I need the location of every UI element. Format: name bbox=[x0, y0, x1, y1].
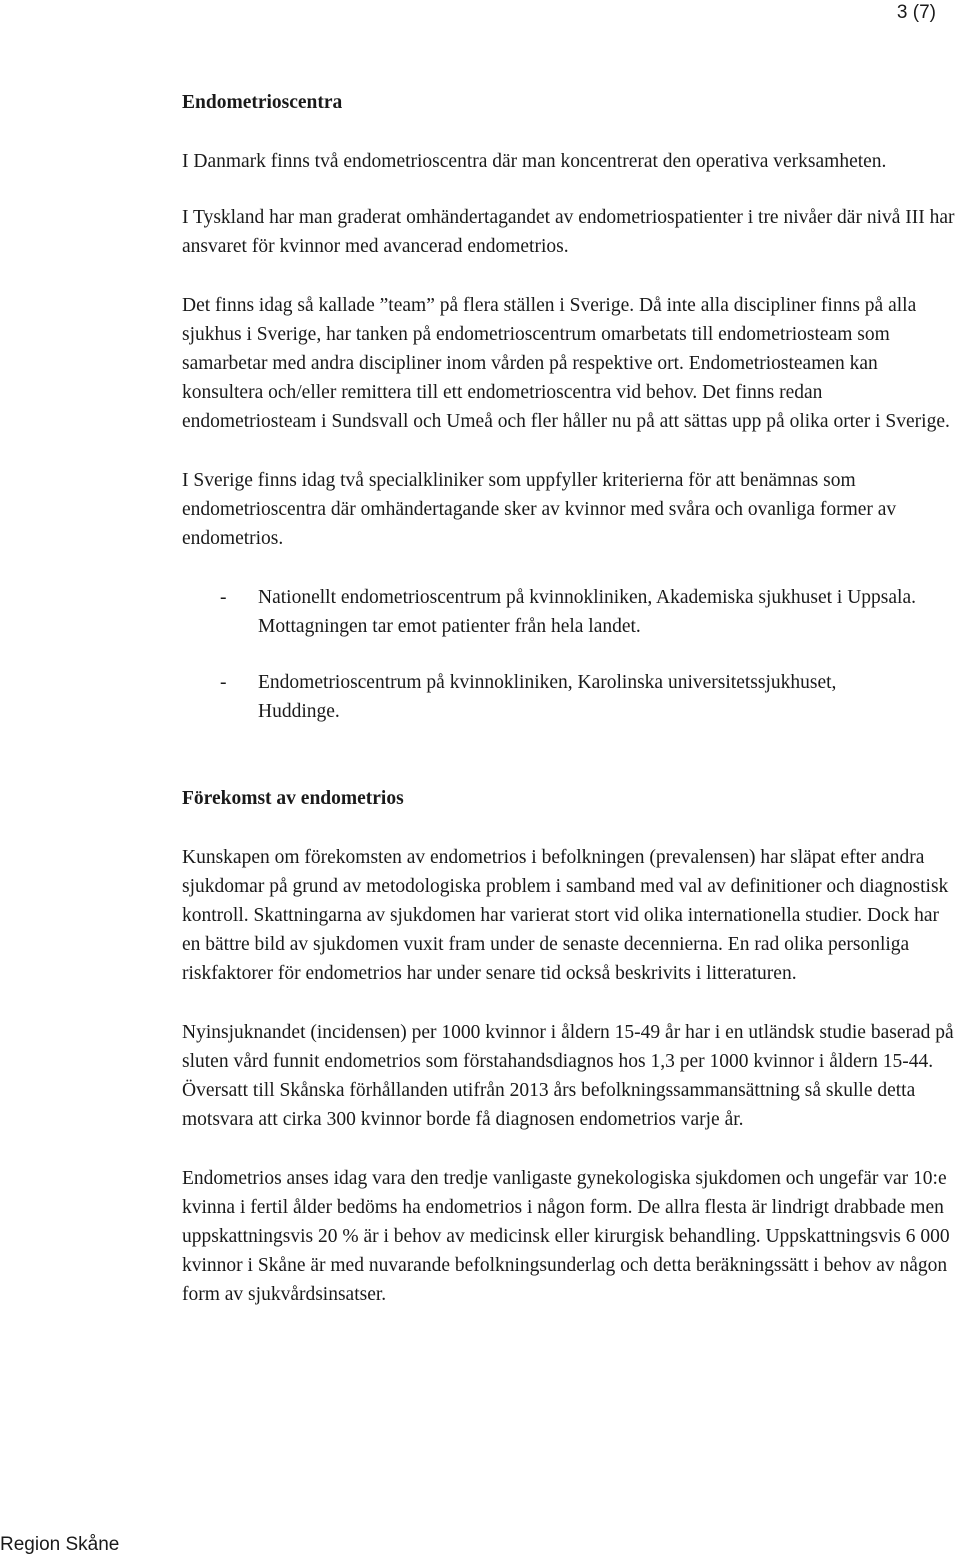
document-body bbox=[182, 88, 960, 1309]
paragraph-team-sverige: Det finns idag så kallade ”team” på flera ställen i Sverige. Då inte alla discipliner finns på alla sjukhus i Sverige, har tanken på endometrioscentrum omarbetats till endometriosteam som samarbetar med andra discipliner inom vården på respektive ort. Endometriosteamen kan konsultera och/eller remittera till ett endometrioscentra vid behov. Det finns redan endometriosteam i Sundsvall och Umeå och fler håller nu på att sättas upp på olika orter i Sverige. bbox=[182, 295, 950, 432]
page-number: 3 (7) bbox=[896, 2, 936, 23]
paragraph-behov: Endometrios anses idag vara den tredje vanligaste gynekologiska sjukdomen och ungefär var 10:e kvinna i fertil ålder bedöms ha endometrios i någon form. De allra flesta är lindrigt drabbade men uppskattningsvis 20 % är i behov av medicinsk eller kirurgisk behandling. Uppskattningsvis 6 000 kvinnor i Skåne är med nuvarande befolkningsunderlag och detta beräkningssätt i behov av någon form av sjukvårdsinsatser. bbox=[182, 1168, 950, 1305]
paragraph-incidens: Nyinsjuknandet (incidensen) per 1000 kvinnor i åldern 15-49 år har i en utländsk studie baserad på sluten vård funnit endometrios som förstahandsdiagnos hos 1,3 per 1000 kvinnor i åldern 15-44. Översatt till Skånska förhållanden utifrån 2013 års befolkningssammansättning så skulle detta motsvara att cirka 300 kvinnor borde få diagnosen endometrios varje år. bbox=[182, 1022, 954, 1130]
section-heading-forekomst: Förekomst av endometrios bbox=[182, 788, 404, 809]
paragraph-tyskland: I Tyskland har man graderat omhändertagandet av endometriospatienter i tre nivåer där nivå III har ansvaret för kvinnor med avancerad endometrios. bbox=[182, 207, 955, 257]
section-heading-endometrioscentra: Endometrioscentra bbox=[182, 92, 343, 113]
paragraph-specialkliniker: I Sverige finns idag två specialkliniker som uppfyller kriterierna för att benämnas som endometrioscentra där omhändertagande sker av kvinnor med svåra och ovanliga former av endometrios. bbox=[182, 470, 897, 549]
list-item-text: Endometrioscentrum på kvinnokliniken, Karolinska universitetssjukhuset, Huddinge. bbox=[258, 672, 837, 722]
list-item bbox=[182, 583, 960, 641]
list-item bbox=[182, 668, 960, 726]
list-dash: - bbox=[220, 587, 227, 608]
clinic-list bbox=[182, 583, 960, 726]
footer-organization: Region Skåne bbox=[0, 1534, 120, 1555]
list-item-text: Nationellt endometrioscentrum på kvinnokliniken, Akademiska sjukhuset i Uppsala. Mottagningen tar emot patienter från hela landet. bbox=[258, 587, 917, 637]
paragraph-prevalens: Kunskapen om förekomsten av endometrios i befolkningen (prevalensen) har släpat efter andra sjukdomar på grund av metodologiska problem i samband med val av definitioner och diagnostisk kontroll. Skattningarna av sjukdomen har varierat stort vid olika internationella studier. Dock har en bättre bild av sjukdomen vuxit fram under de senaste decennierna. En rad olika personliga riskfaktorer för endometrios har under senare tid också beskrivits i litteraturen. bbox=[182, 847, 949, 984]
paragraph-danmark: I Danmark finns två endometrioscentra där man koncentrerat den operativa verksamheten. bbox=[182, 151, 887, 172]
list-dash: - bbox=[220, 672, 227, 693]
